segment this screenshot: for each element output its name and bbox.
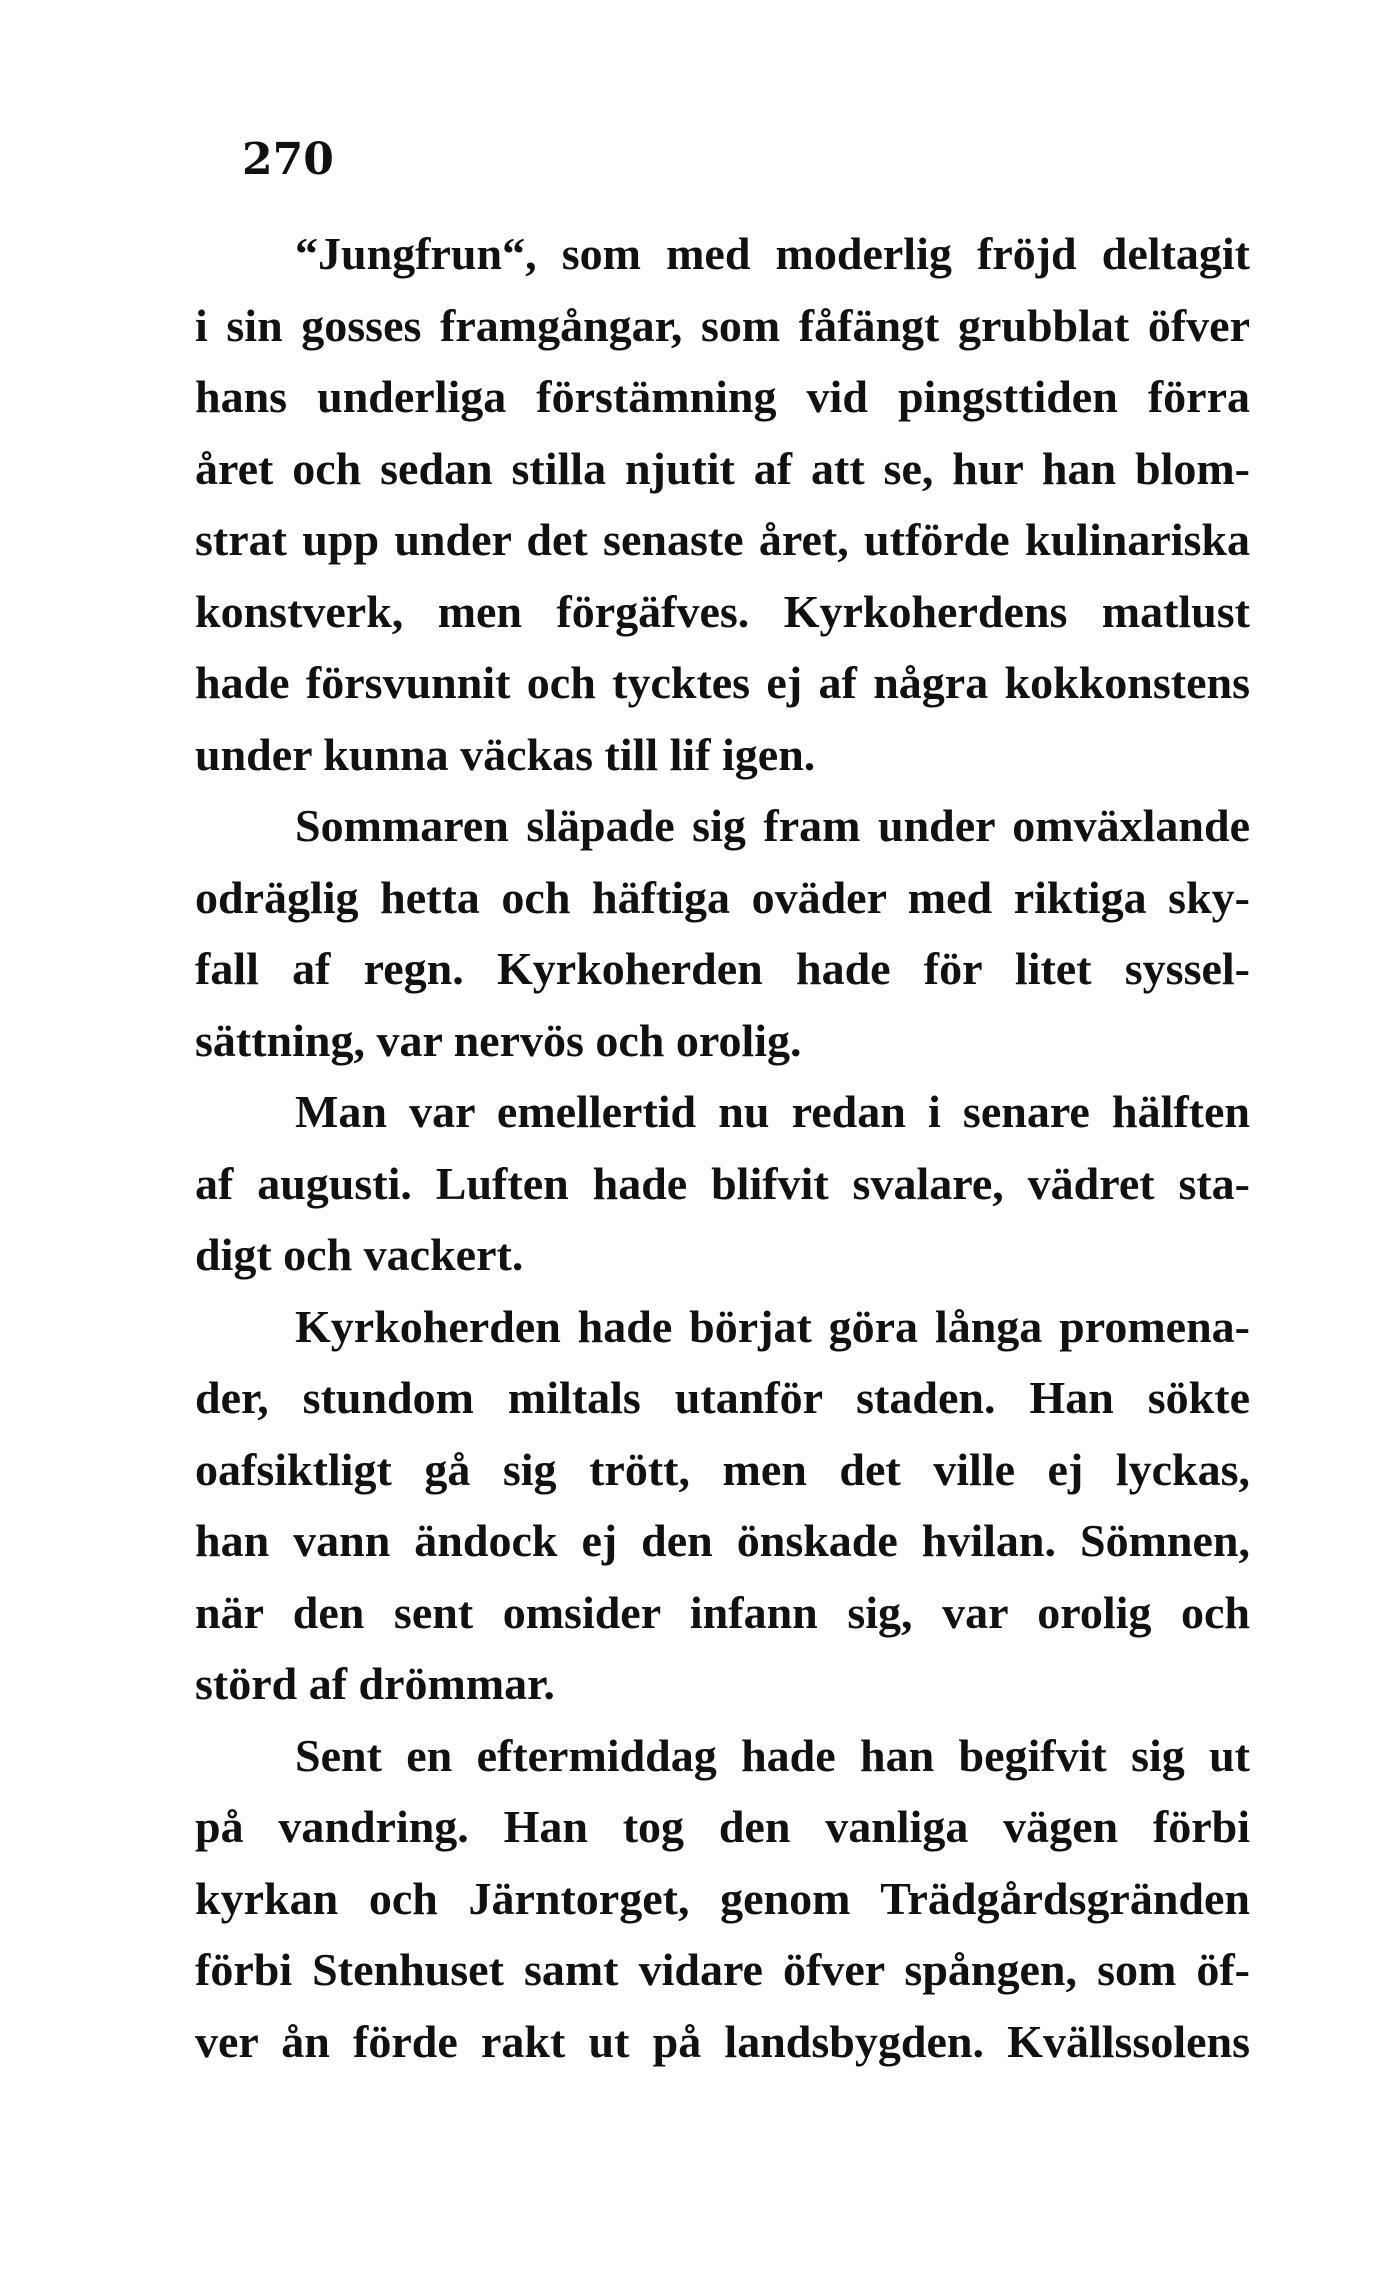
text-line: året och sedan stilla njutit af att se, hur han blom- <box>195 442 1250 494</box>
text-line: Kyrkoherden hade börjat göra långa promena- <box>295 1300 1250 1352</box>
text-line: sättning, var nervös och orolig. <box>195 1014 802 1066</box>
paragraph <box>195 1291 1250 1720</box>
text-line: der, stundom miltals utanför staden. Han sökte <box>195 1372 1250 1423</box>
text-line: strat upp under det senaste året, utförde kulinariska <box>195 514 1250 565</box>
body-text <box>195 218 1250 2077</box>
paragraph <box>195 1720 1250 2078</box>
text-line: odräglig hetta och häftiga oväder med riktiga sky- <box>195 871 1250 923</box>
paragraph <box>195 218 1250 790</box>
text-line: Sommaren släpade sig fram under omväxlande <box>295 800 1250 851</box>
paragraph <box>195 1076 1250 1291</box>
text-line: kyrkan och Järntorget, genom Trädgårdsgränden <box>195 1872 1250 1924</box>
text-line: Man var emellertid nu redan i senare hälften <box>295 1086 1250 1137</box>
text-line: hans underliga förstämning vid pingsttiden förra <box>195 371 1250 422</box>
text-line: ver ån förde rakt ut på landsbygden. Kvällssolens <box>195 2015 1250 2067</box>
text-line: hade försvunnit och tycktes ej af några kokkonstens <box>195 657 1250 708</box>
text-line: under kunna väckas till lif igen. <box>195 728 816 780</box>
text-line: konstverk, men förgäfves. Kyrkoherdens matlust <box>195 585 1250 637</box>
text-line: förbi Stenhuset samt vidare öfver spången, som öf- <box>195 1944 1250 1995</box>
text-line: när den sent omsider infann sig, var orolig och <box>195 1586 1250 1638</box>
paragraph <box>195 790 1250 1076</box>
text-line: “Jungfrun“, som med moderlig fröjd deltagit <box>295 228 1250 279</box>
page-number: 270 <box>242 134 334 185</box>
text-line: oafsiktligt gå sig trött, men det ville ej lyckas, <box>195 1443 1250 1495</box>
text-line: af augusti. Luften hade blifvit svalare, vädret sta- <box>195 1157 1250 1209</box>
text-line: i sin gosses framgångar, som fåfängt grubblat öfver <box>195 299 1250 351</box>
text-line: fall af regn. Kyrkoherden hade för litet syssel- <box>195 943 1250 994</box>
text-line: digt och vackert. <box>195 1229 524 1280</box>
text-line: störd af drömmar. <box>195 1658 555 1709</box>
text-line: han vann ändock ej den önskade hvilan. Sömnen, <box>195 1515 1250 1566</box>
text-line: Sent en eftermiddag hade han begifvit sig ut <box>295 1729 1250 1781</box>
text-line: på vandring. Han tog den vanliga vägen förbi <box>195 1801 1250 1852</box>
